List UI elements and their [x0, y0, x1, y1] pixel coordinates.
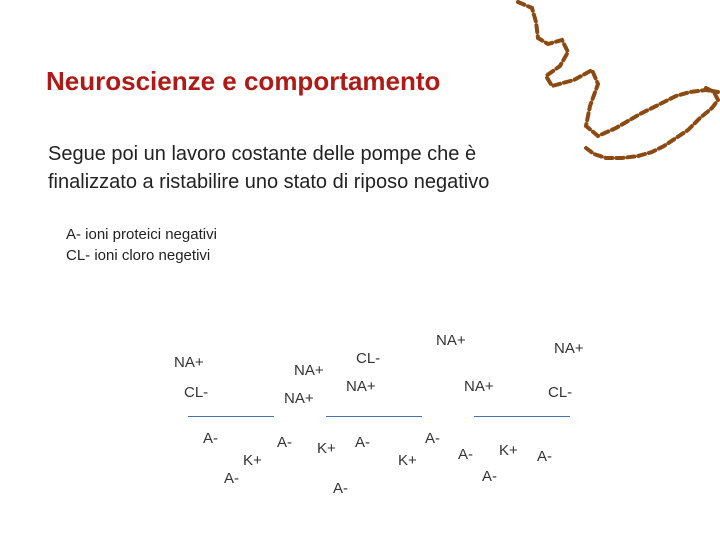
ion-cl: CL- — [548, 384, 573, 401]
membrane-segment-3 — [474, 416, 570, 417]
membrane-segment-2 — [326, 416, 422, 417]
ion-k: K+ — [317, 440, 336, 457]
ion-a: A- — [224, 470, 239, 487]
slide-title: Neuroscienze e comportamento — [46, 66, 441, 96]
ion-na: NA+ — [174, 354, 204, 371]
ion-na: NA+ — [294, 362, 324, 379]
ion-a: A- — [333, 480, 348, 497]
body-paragraph — [48, 140, 489, 196]
ion-k: K+ — [398, 452, 417, 469]
ion-a: A- — [277, 434, 292, 451]
ion-k: K+ — [499, 442, 518, 459]
ion-na: NA+ — [346, 378, 376, 395]
ion-cl: CL- — [356, 350, 381, 367]
ion-legend — [66, 224, 217, 266]
ion-a: A- — [458, 446, 473, 463]
body-line-2: finalizzato a ristabilire uno stato di riposo negativo — [48, 171, 490, 193]
body-line-1: Segue poi un lavoro costante delle pompe che è — [48, 143, 477, 165]
ion-a: A- — [482, 468, 497, 485]
ion-a: A- — [537, 448, 552, 465]
ion-a: A- — [203, 430, 218, 447]
ion-na: NA+ — [554, 340, 584, 357]
legend-line-cl: CL- ioni cloro negetivi — [66, 247, 211, 264]
ion-na: NA+ — [464, 378, 494, 395]
ion-na: NA+ — [436, 332, 466, 349]
membrane-segment-1 — [188, 416, 274, 417]
legend-line-a: A- ioni proteici negativi — [66, 226, 217, 243]
ion-a: A- — [425, 430, 440, 447]
ion-cl: CL- — [184, 384, 209, 401]
ion-k: K+ — [243, 452, 262, 469]
ion-na: NA+ — [284, 390, 314, 407]
ion-a: A- — [355, 434, 370, 451]
